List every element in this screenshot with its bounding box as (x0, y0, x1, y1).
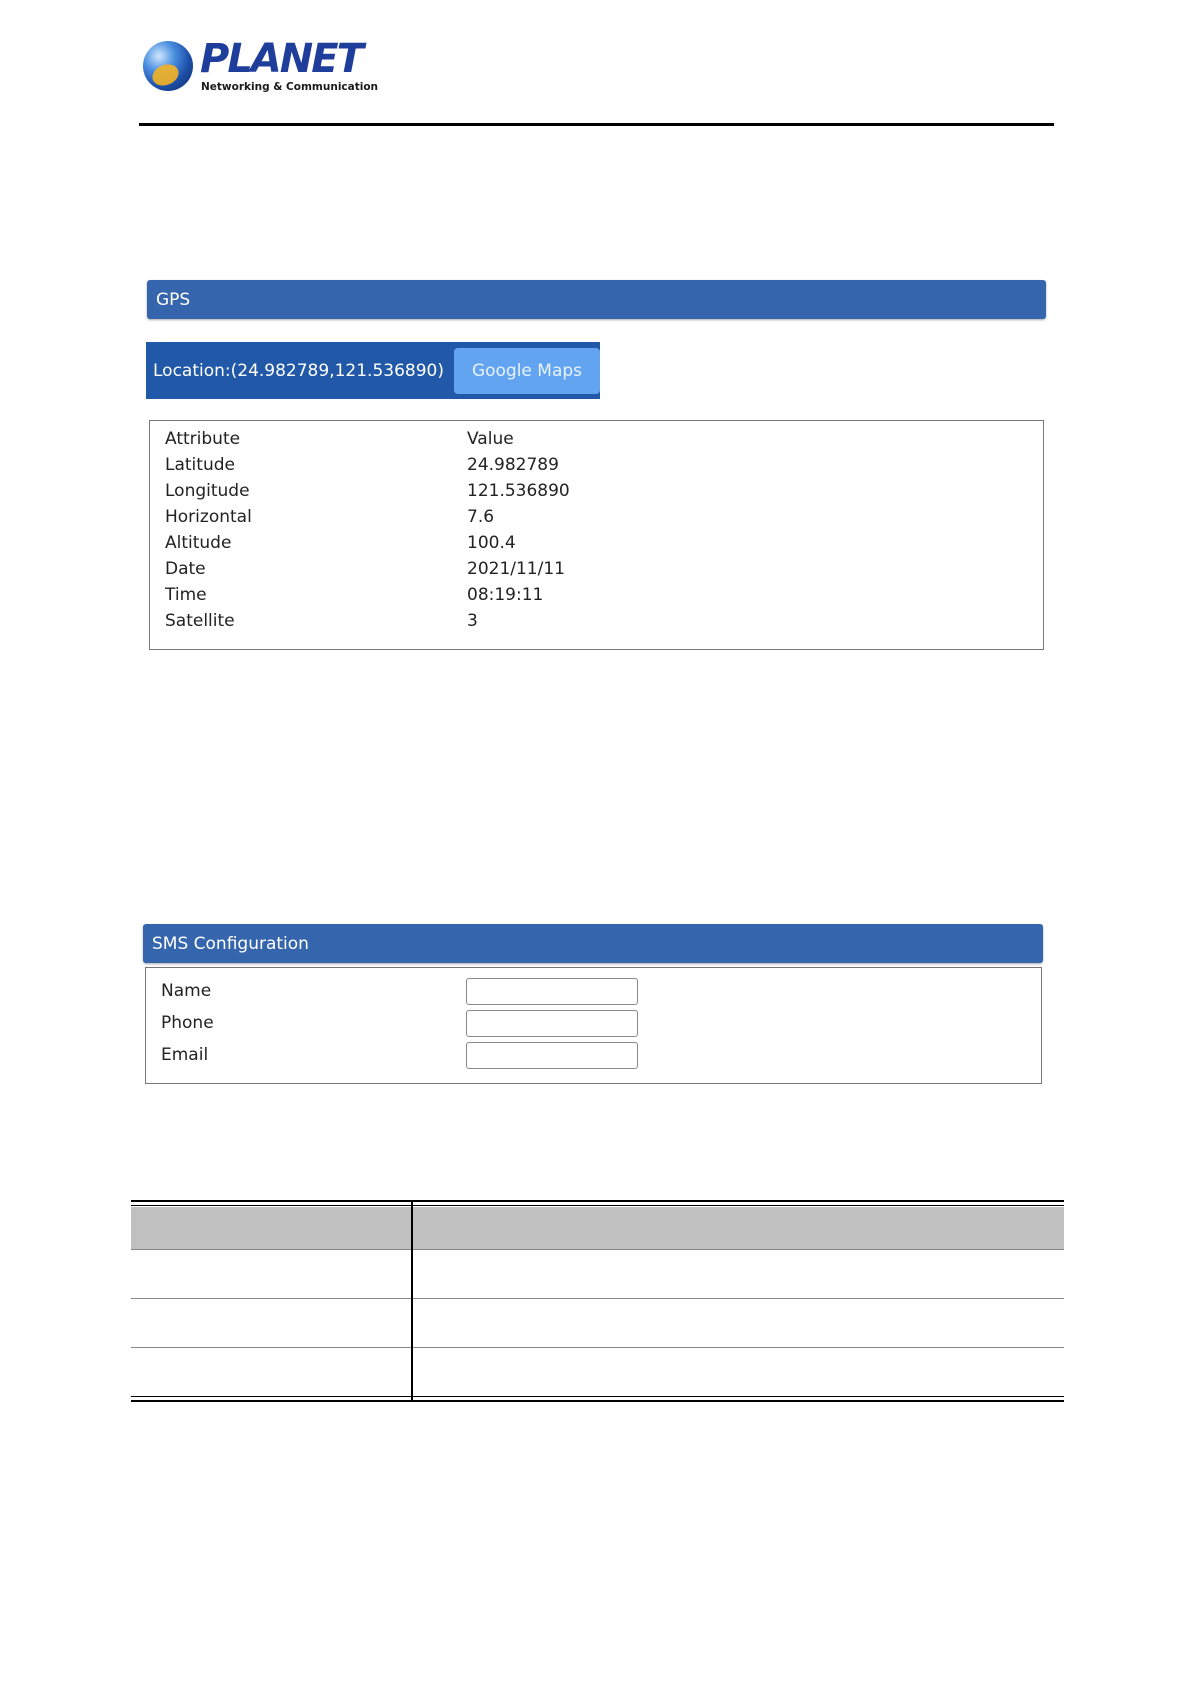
sms-name-row (161, 978, 1021, 1006)
location-bar (146, 342, 600, 399)
row-attribute: Longitude (165, 481, 250, 501)
row-attribute: Latitude (165, 455, 235, 475)
row-value: 100.4 (467, 533, 516, 553)
location-text: Location:(24.982789,121.536890) (153, 360, 444, 381)
row-value: 08:19:11 (467, 585, 544, 605)
table-row-divider (131, 1298, 1064, 1299)
table-bottom-rule (131, 1400, 1064, 1402)
attribute-column-header: Attribute (165, 429, 241, 449)
table-top-rule-inner (131, 1205, 1064, 1206)
row-attribute: Satellite (165, 611, 235, 631)
sms-phone-row (161, 1010, 1021, 1038)
email-label: Email (161, 1045, 209, 1065)
row-value: 7.6 (467, 507, 495, 527)
row-attribute: Time (165, 585, 207, 605)
table-header-row (131, 1207, 1064, 1249)
table-row-divider (131, 1249, 1064, 1250)
sms-email-row (161, 1042, 1021, 1070)
sms-panel-header (143, 924, 1043, 963)
sms-panel-title: SMS Configuration (152, 933, 309, 954)
row-attribute: Horizontal (165, 507, 252, 527)
row-attribute: Altitude (165, 533, 232, 553)
google-maps-button[interactable]: Google Maps (454, 348, 600, 394)
logo-tagline: Networking & Communication (201, 81, 379, 93)
email-input[interactable] (466, 1042, 638, 1069)
sms-config-form (145, 967, 1042, 1084)
logo-brand: PLANET (200, 36, 362, 82)
table-bottom-rule-inner (131, 1396, 1064, 1397)
phone-input[interactable] (466, 1010, 638, 1037)
gps-panel-header (147, 280, 1046, 319)
row-value: 24.982789 (467, 455, 559, 475)
row-attribute: Date (165, 559, 206, 579)
description-table (131, 1200, 1064, 1402)
row-value: 2021/11/11 (467, 559, 565, 579)
row-value: 121.536890 (467, 481, 570, 501)
planet-logo (143, 36, 379, 96)
phone-label: Phone (161, 1013, 214, 1033)
value-column-header: Value (467, 429, 514, 449)
table-column-divider (411, 1200, 413, 1402)
gps-attribute-table (149, 420, 1044, 650)
row-value: 3 (467, 611, 478, 631)
gps-panel-title: GPS (156, 289, 191, 310)
header-divider (139, 123, 1054, 126)
name-input[interactable] (466, 978, 638, 1005)
table-row-divider (131, 1347, 1064, 1348)
globe-icon (143, 41, 193, 91)
table-top-rule (131, 1200, 1064, 1202)
name-label: Name (161, 981, 212, 1001)
